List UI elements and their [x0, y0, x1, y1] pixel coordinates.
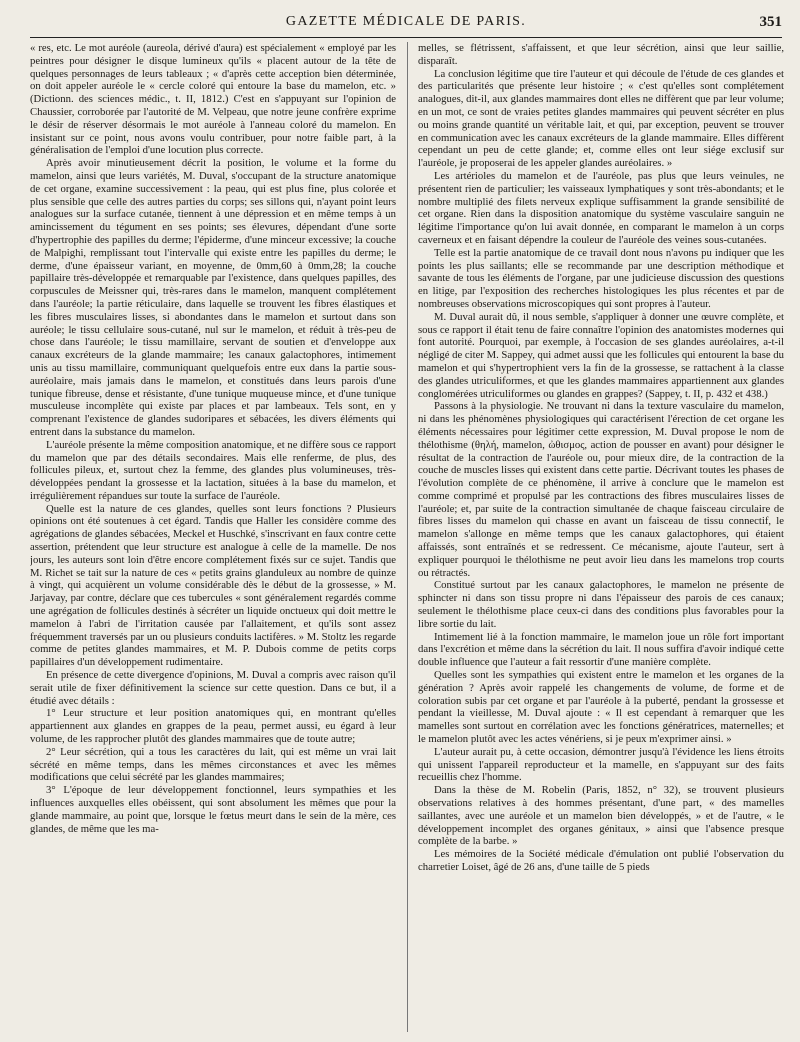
paragraph: Après avoir minutieusement décrit la position, le volume et la forme du mamelon, ainsi que leurs variétés, M. Duval, s'occupant de la structure anatomique de cet organe, examine successivement : la peau, qui est plus fine, plus colorée et plus sensible que celle des autres parties du corps; ses sillons qui, n'ayant point leurs analogues sur la surface cutanée, tiennent à une dépression et en même temps à un amincissement du tégument en ses points; ses élevures, dépendant d'une sorte d'hypertrophie des papilles du derme; l'épiderme, d'une minceur excessive; la couche de Malpighi, remplissant tout l'intervalle qui existe entre les papilles du derme; le derme, d'une épaisseur variant, en moyenne, de 0mm,60 à 0mm,28; la couche papillaire très-développée et remarquable par l'existence, dans quelques papilles, des corpuscules de Meissner qui, très-rares dans le mamelon, manquent complétement dans l'auréole; la partie réticulaire, dans laquelle se trouvent les fibres élastiques et les fibres musculaires lisses, si abondantes dans le mamelon et surtout dans son auréole; le tissu cellulaire sous-cutané, nul sur le mamelon, et réduit à très-peu de chose dans l'auréole; le tissu mamillaire, servant de soutien et d'enveloppe aux canaux excréteurs de la glande mammaire; les canaux galactophores, intimement unis au tissu mamillaire, communiquant quelquefois entre eux dans la partie sous-auréolaire, mais jamais dans le mamelon, et constitués dans leurs parois d'une tunique fibreuse, dense et résistante, d'une tunique muqueuse mince, et d'une tunique musculeuse incomplète qui existe par places et par lambeaux. Tels sont, en y comprenant l'existence de glandes sudoripares et sébacées, les divers éléments qui entrent dans la substance du mamelon. — [30, 157, 396, 438]
paragraph: Les mémoires de la Société médicale d'émulation ont publié l'observation du charretier Loiset, âgé de 26 ans, d'une taille de 5 pieds — [418, 848, 784, 873]
paragraph: Telle est la partie anatomique de ce travail dont nous n'avons pu indiquer que les points les plus saillants; elle se recommande par une description méthodique et savante de tous les éléments de l'organe, par une judicieuse discussion des questions en litige, par l'exposition des recherches histologiques les plus récentes et par de nombreuses observations microscopiques qui sont propres à l'auteur. — [418, 246, 784, 310]
paragraph: Constitué surtout par les canaux galactophores, le mamelon ne présente de sphincter ni dans son tissu propre ni dans l'épaisseur des parois de ces canaux; seulement le thélothisme place ceux-ci dans des conditions plus favorables pour la libre sortie du lait. — [418, 579, 784, 630]
paragraph: L'auréole présente la même composition anatomique, et ne diffère sous ce rapport du mamelon que par des détails secondaires. Mais elle renferme, de plus, des follicules pileux, et, surtout chez la femme, des glandes plus volumineuses, très-développées pendant la grossesse et la lactation, situées à la base du mamelon, et irrégulièrement répandues sur toute la surface de l'auréole. — [30, 438, 396, 502]
paragraph: Intimement lié à la fonction mammaire, le mamelon joue un rôle fort important dans l'excrétion et même dans la sécrétion du lait. Il nous suffira d'avoir indiqué cette double influence que l'auteur a fait ressortir d'une manière complète. — [418, 630, 784, 669]
right-column — [418, 42, 784, 1034]
column-divider — [407, 42, 408, 1032]
paragraph: Quelle est la nature de ces glandes, quelles sont leurs fonctions ? Plusieurs opinions ont été soutenues à cet égard. Tandis que Haller les considère comme des agrégations de glandes sébacées, Meckel et Huschké, s'inscrivant en faux contre cette assertion, prétendent que leur structure est analogue à celle de la mamelle. De nos jours, les auteurs sont loin d'être encore complétement fixés sur ce sujet. Tandis que M. Richet se tait sur la nature de ces « petits grains glanduleux au nombre de quinze à vingt, qui acquièrent un volume considérable dès le début de la grossesse, » M. Jarjavay, par contre, déclare que ces tubercules « sont généralement regardés comme une agrégation de follicules destinés à sécréter un liquide onctueux qui doit mettre le mamelon à l'abri de l'irritation causée par l'allaitement, et qu'ils sont assez fréquemment traversés par un ou plusieurs conduits lactifères. » M. Stoltz les regarde comme de petites glandes mammaires, et M. P. Dubois comme de petits corps papillaires d'un développement rudimentaire. — [30, 502, 396, 669]
paragraph: 3° L'époque de leur développement fonctionnel, leurs sympathies et les influences auxquelles elles obéissent, qui sont absolument les mêmes que pour la glande mammaire, au point que, lorsque le fœtus meurt dans le sein de la mère, ces glandes, de même que les ma- — [30, 784, 396, 835]
paragraph: 1° Leur structure et leur position anatomiques qui, en montrant qu'elles appartiennent aux glandes en grappes de la peau, permet aussi, eu égard à leur volume, de les rapprocher plutôt des glandes mammaires que de toute autre; — [30, 707, 396, 746]
paragraph: Dans la thèse de M. Robelin (Paris, 1852, n° 32), se trouvent plusieurs observations relatives à des hommes présentant, d'une part, « des mamelles saillantes, avec une auréole et un mamelon bien développés, » et de l'autre, « le développement incomplet des organes génitaux, » ainsi que l'absence presque complète de la barbe. » — [418, 784, 784, 848]
header-rule — [30, 37, 782, 38]
paragraph: M. Duval aurait dû, il nous semble, s'appliquer à donner une œuvre complète, et sous ce rapport il était tenu de faire connaître l'opinion des anatomistes modernes qui font autorité. Pourquoi, par exemple, à l'occasion de ses glandes auréolaires, a-t-il négligé de citer M. Sappey, qui admet aussi que les follicules qui entourent la base du mamelon et qui s'hypertrophient vers la fin de la grossesse, se rattachent à la classe des glandes utriculiformes, et que les glandes mammaires appartiennent aux glandes conglomérées utriculiformes ou glandes en grappes? (Sappey, t. II, p. 432 et 438.) — [418, 310, 784, 400]
paragraph: En présence de cette divergence d'opinions, M. Duval a compris avec raison qu'il serait utile de fixer définitivement la science sur cette question. Dans ce but, il a étudié avec détails : — [30, 669, 396, 707]
paragraph: Passons à la physiologie. Ne trouvant ni dans la texture vasculaire du mamelon, ni dans les phénomènes physiologiques qui caractérisent l'érection de cet organe les éléments nécessaires pour légitimer cette expression, M. Duval propose le nom de thélothisme (θηλή, mamelon, ὠθισμος, action de pousser en avant) pour désigner le résultat de la contraction de l'auréole ou, pour mieux dire, de la contraction de la couche de muscles lisses qui existent dans cette partie. Décrivant toutes les phases de l'évolution complète de ce phénomène, il arrive à conclure que le mamelon est comme comprimé et propulsé par les contractions des fibres musculaires lisses de l'auréole; et, par suite de la contraction simultanée de chaque faisceau circulaire de fibres lisses du mamelon qui chasse en avant un faisceau de tissu connectif, le mamelon s'allonge en même temps que les canaux galactophores, qui étaient affaissés, sont entraînés et se redressent. Ce mécanisme, ajoute l'auteur, sert à expliquer pourquoi le thélothisme ne peut avoir lieu dans les mamelons trop courts ou rétractés. — [418, 400, 784, 579]
paragraph: L'auteur aurait pu, à cette occasion, démontrer jusqu'à l'évidence les liens étroits qui unissent l'appareil reproducteur et la mamelle, en s'appuyant sur des faits recueillis chez l'homme. — [418, 745, 784, 784]
page-header — [30, 14, 782, 36]
paragraph: Quelles sont les sympathies qui existent entre le mamelon et les organes de la génération ? Après avoir rappelé les changements de volume, de forme et de coloration subis par cet organe et par l'auréole à la puberté, pendant la grossesse et pendant la vieillesse, M. Duval ajoute : « Il est cependant à remarquer que les mamelles sont surtout en corrélation avec les fonctions génératrices, maternelles; et le mamelon plutôt avec les actes vénériens, si je peux m'exprimer ainsi. » — [418, 669, 784, 746]
paragraph: La conclusion légitime que tire l'auteur et qui découle de l'étude de ces glandes et des particularités que présente leur histoire ; « c'est qu'elles sont complétement analogues, dit-il, aux glandes mammaires dont elles ne diffèrent que par leur volume; en un mot, ce sont de vraies petites glandes mammaires qui peuvent sécréter en plus ou moins grande quantité un véritable lait, et qui, par exception, peuvent se trouver en communication avec les canaux excréteurs de la glande mammaire. Elles diffèrent cependant un peu de cette glande; et, comme elles ont leur siége exclusif sur l'auréole, je proposerai de les appeler glandes auréolaires. » — [418, 67, 784, 170]
paragraph: melles, se flétrissent, s'affaissent, et que leur sécrétion, ainsi que leur saillie, disparaît. — [418, 42, 784, 67]
left-column — [30, 42, 396, 1034]
paragraph: Les artérioles du mamelon et de l'auréole, pas plus que leurs veinules, ne présentent rien de particulier; les vaisseaux lymphatiques y sont très-abondants; et le nombre multiplié des filets nerveux explique suffisamment la grande sensibilité de cet organe. Rien dans la disposition anatomique du système vasculaire sanguin ne légitime l'importance qu'on lui avait donnée, en comparant le mamelon à un corps caverneux et en faisant dépendre la couleur de l'auréole des veines sous-cutanées. — [418, 169, 784, 246]
page-number: 351 — [759, 14, 782, 30]
journal-title: GAZETTE MÉDICALE DE PARIS. — [285, 14, 527, 29]
paragraph: 2° Leur sécrétion, qui a tous les caractères du lait, qui est même un vrai lait sécrété en même temps, dans les mêmes circonstances et avec les mêmes modifications que celui sécrété par les glandes mammaires; — [30, 745, 396, 784]
paragraph: « res, etc. Le mot auréole (aureola, dérivé d'aura) est spécialement « employé par les peintres pour désigner le disque lumineux qu'ils « placent autour de la tête de quelques personnages de leurs tableaux ; « d'après cette acception bien déterminée, on doit appeler auréole le « cercle coloré qui entoure la base du mamelon, etc. » (Dictionn. des sciences médic., t. II, 1812.) C'est en s'appuyant sur l'opinion de Chaussier, corroborée par l'autorité de M. Velpeau, que notre jeune confrère exprime le désir de réserver désormais le mot auréole à l'anneau coloré du mamelon. En insistant sur ce point, nous avons voulu contribuer, pour notre faible part, à la généralisation de l'emploi d'une locution plus correcte. — [30, 42, 396, 157]
